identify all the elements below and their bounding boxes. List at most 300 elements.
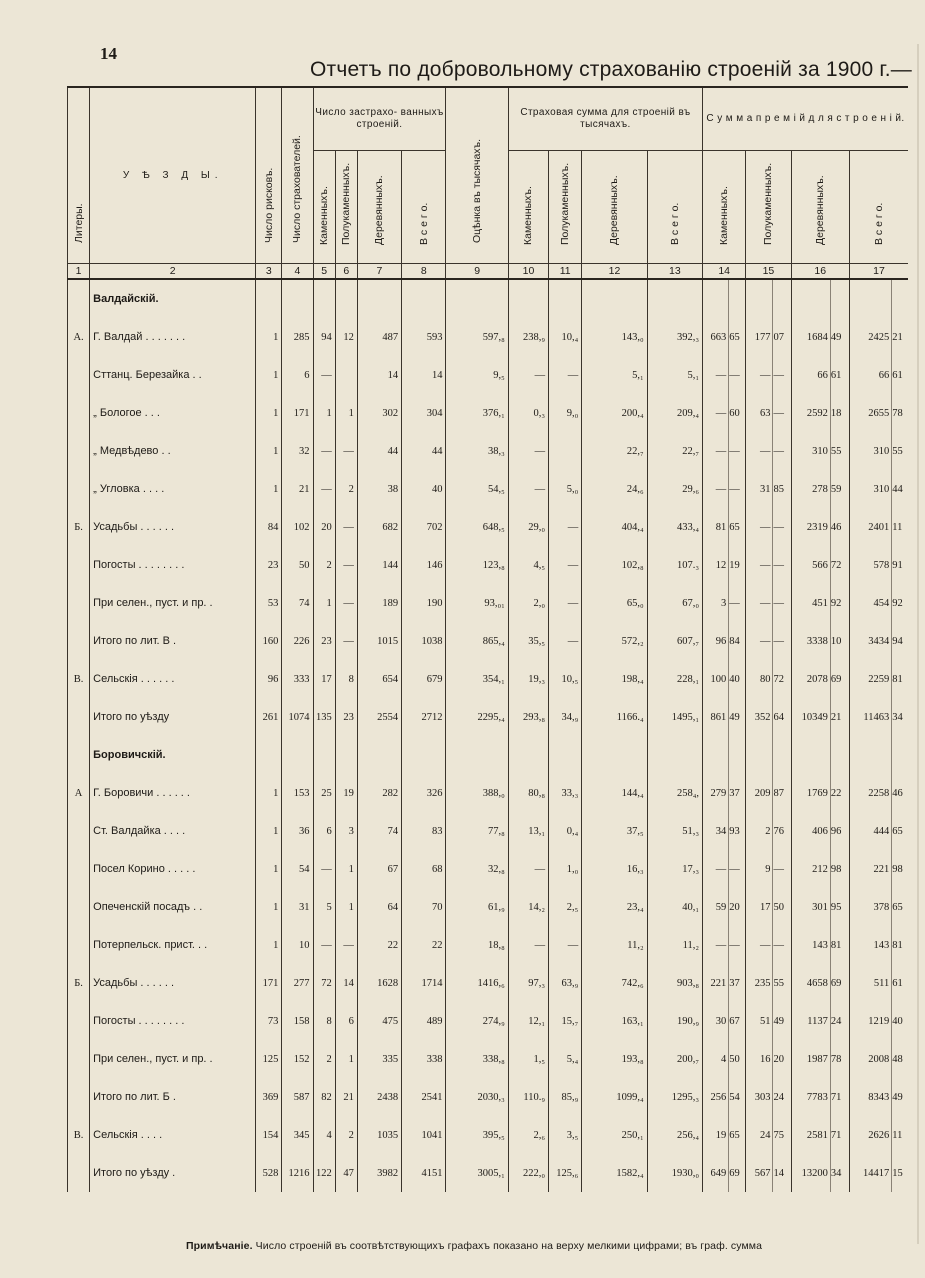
prem-wooden-kop-cell: 78 <box>830 1040 849 1078</box>
prem-half-stone-rub-cell: 2 <box>746 812 773 850</box>
sum-stone-cell: 238,₉ <box>508 318 548 356</box>
valuation-cell: 395,₅ <box>446 1116 508 1154</box>
prem-total-kop-cell: 34 <box>892 698 908 736</box>
prem-half-stone-rub-cell: — <box>746 432 773 470</box>
prem-half-stone-kop-cell: 20 <box>773 1040 791 1078</box>
count-total-cell: 14 <box>402 356 446 394</box>
prem-wooden-kop-cell: 71 <box>830 1116 849 1154</box>
header-count-total: В с е г о. <box>402 151 446 264</box>
risks-cell: 1 <box>256 888 282 926</box>
prem-half-stone-kop-cell: 49 <box>773 1002 791 1040</box>
insurers-cell: 1216 <box>282 1154 313 1192</box>
literal-cell: Б. <box>68 964 90 1002</box>
prem-half-stone-kop-cell: 72 <box>773 660 791 698</box>
prem-stone-kop-cell: — <box>729 356 746 394</box>
valuation-cell: 388,₀ <box>446 774 508 812</box>
sum-half-stone-cell: 10,₄ <box>549 318 582 356</box>
valuation-cell: 865,₄ <box>446 622 508 660</box>
risks-cell: 1 <box>256 318 282 356</box>
count-total-cell: 146 <box>402 546 446 584</box>
prem-stone-rub-cell: 279 <box>703 774 729 812</box>
count-total-cell: 4151 <box>402 1154 446 1192</box>
prem-wooden-kop-cell: 81 <box>830 926 849 964</box>
risks-cell: 53 <box>256 584 282 622</box>
col-number: 11 <box>549 264 582 280</box>
sum-stone-cell: 293,₈ <box>508 698 548 736</box>
empty-cell <box>647 279 702 318</box>
prem-wooden-kop-cell: 49 <box>830 318 849 356</box>
prem-half-stone-rub-cell: — <box>746 622 773 660</box>
prem-stone-kop-cell: 49 <box>729 698 746 736</box>
prem-stone-rub-cell: 4 <box>703 1040 729 1078</box>
prem-total-rub-cell: 511 <box>849 964 891 1002</box>
sum-total-cell: 1295,₃ <box>647 1078 702 1116</box>
uezd-name-cell: При селен., пуст. и пр. . <box>90 584 256 622</box>
insurers-cell: 50 <box>282 546 313 584</box>
sum-stone-cell: 14,₂ <box>508 888 548 926</box>
literal-cell <box>68 1154 90 1192</box>
count-total-cell: 190 <box>402 584 446 622</box>
count-half-stone-cell: — <box>335 584 357 622</box>
prem-half-stone-kop-cell: — <box>773 432 791 470</box>
col-number: 15 <box>746 264 791 280</box>
valuation-cell: 3005,₁ <box>446 1154 508 1192</box>
prem-total-rub-cell: 310 <box>849 470 891 508</box>
risks-cell: 1 <box>256 432 282 470</box>
count-half-stone-cell: 12 <box>335 318 357 356</box>
table-row <box>68 622 909 660</box>
sum-stone-cell: 222,₀ <box>508 1154 548 1192</box>
prem-half-stone-kop-cell: 50 <box>773 888 791 926</box>
valuation-cell: 32,₈ <box>446 850 508 888</box>
insurers-cell: 10 <box>282 926 313 964</box>
prem-stone-kop-cell: — <box>729 432 746 470</box>
sum-total-cell: 228,₁ <box>647 660 702 698</box>
prem-wooden-rub-cell: 143 <box>791 926 830 964</box>
col-number: 5 <box>313 264 335 280</box>
count-total-cell: 22 <box>402 926 446 964</box>
prem-total-rub-cell: 66 <box>849 356 891 394</box>
prem-half-stone-rub-cell: 80 <box>746 660 773 698</box>
prem-wooden-kop-cell: 61 <box>830 356 849 394</box>
risks-cell: 1 <box>256 774 282 812</box>
count-half-stone-cell: 19 <box>335 774 357 812</box>
literal-cell <box>68 1078 90 1116</box>
count-stone-cell: 2 <box>313 546 335 584</box>
count-wooden-cell: 3982 <box>357 1154 401 1192</box>
valuation-cell: 338,₈ <box>446 1040 508 1078</box>
count-half-stone-cell: 1 <box>335 850 357 888</box>
insurers-cell: 285 <box>282 318 313 356</box>
valuation-cell: 2295,₄ <box>446 698 508 736</box>
prem-total-rub-cell: 444 <box>849 812 891 850</box>
prem-stone-rub-cell: 19 <box>703 1116 729 1154</box>
sum-stone-cell: 29,₀ <box>508 508 548 546</box>
uezd-name-cell: Усадьбы . . . . . . <box>90 964 256 1002</box>
count-half-stone-cell: — <box>335 508 357 546</box>
count-total-cell: 326 <box>402 774 446 812</box>
prem-stone-kop-cell: — <box>729 584 746 622</box>
count-half-stone-cell: — <box>335 926 357 964</box>
sum-total-cell: 107.₃ <box>647 546 702 584</box>
count-total-cell: 70 <box>402 888 446 926</box>
risks-cell: 160 <box>256 622 282 660</box>
col-number: 8 <box>402 264 446 280</box>
prem-wooden-kop-cell: 69 <box>830 660 849 698</box>
prem-half-stone-kop-cell: — <box>773 508 791 546</box>
prem-wooden-rub-cell: 1769 <box>791 774 830 812</box>
empty-cell <box>729 736 746 774</box>
sum-total-cell: 607,₇ <box>647 622 702 660</box>
prem-half-stone-rub-cell: 31 <box>746 470 773 508</box>
prem-stone-kop-cell: — <box>729 850 746 888</box>
uezd-name-cell: Сттанц. Березайка . . <box>90 356 256 394</box>
valuation-cell: 9,₅ <box>446 356 508 394</box>
prem-stone-kop-cell: 37 <box>729 774 746 812</box>
prem-wooden-rub-cell: 1137 <box>791 1002 830 1040</box>
uezd-name-cell: Ст. Валдайка . . . . <box>90 812 256 850</box>
sum-total-cell: 256,₄ <box>647 1116 702 1154</box>
prem-stone-rub-cell: — <box>703 394 729 432</box>
insurers-cell: 6 <box>282 356 313 394</box>
table-row <box>68 926 909 964</box>
count-half-stone-cell: 8 <box>335 660 357 698</box>
count-wooden-cell: 67 <box>357 850 401 888</box>
prem-stone-kop-cell: 40 <box>729 660 746 698</box>
prem-wooden-rub-cell: 2592 <box>791 394 830 432</box>
page-number: 14 <box>100 44 117 63</box>
sum-half-stone-cell: 9,₀ <box>549 394 582 432</box>
prem-total-rub-cell: 310 <box>849 432 891 470</box>
col-number: 13 <box>647 264 702 280</box>
prem-total-kop-cell: 55 <box>892 432 908 470</box>
prem-total-kop-cell: 49 <box>892 1078 908 1116</box>
count-total-cell: 702 <box>402 508 446 546</box>
count-stone-cell: 4 <box>313 1116 335 1154</box>
prem-wooden-kop-cell: 98 <box>830 850 849 888</box>
table-row <box>68 660 909 698</box>
table-row <box>68 318 909 356</box>
col-number: 17 <box>849 264 908 280</box>
uezd-name-cell: Г. Боровичи . . . . . . <box>90 774 256 812</box>
prem-total-kop-cell: 98 <box>892 850 908 888</box>
literal-cell <box>68 622 90 660</box>
count-stone-cell: — <box>313 356 335 394</box>
section-row <box>68 736 909 774</box>
sum-stone-cell: — <box>508 926 548 964</box>
prem-half-stone-rub-cell: 235 <box>746 964 773 1002</box>
table-row <box>68 356 909 394</box>
prem-stone-kop-cell: 60 <box>729 394 746 432</box>
header-sum-total: В с е г о. <box>647 151 702 264</box>
uezd-name-cell: Г. Валдай . . . . . . . <box>90 318 256 356</box>
prem-wooden-kop-cell: 46 <box>830 508 849 546</box>
section-row <box>68 279 909 318</box>
count-stone-cell: 6 <box>313 812 335 850</box>
sum-half-stone-cell: — <box>549 508 582 546</box>
count-stone-cell: — <box>313 850 335 888</box>
prem-half-stone-kop-cell: — <box>773 850 791 888</box>
count-half-stone-cell: 6 <box>335 1002 357 1040</box>
prem-stone-kop-cell: 67 <box>729 1002 746 1040</box>
prem-stone-kop-cell: 65 <box>729 318 746 356</box>
prem-half-stone-rub-cell: 303 <box>746 1078 773 1116</box>
prem-stone-rub-cell: 12 <box>703 546 729 584</box>
col-number: 6 <box>335 264 357 280</box>
prem-total-kop-cell: 81 <box>892 660 908 698</box>
sum-half-stone-cell: 10,₅ <box>549 660 582 698</box>
count-stone-cell: — <box>313 432 335 470</box>
prem-half-stone-kop-cell: 14 <box>773 1154 791 1192</box>
table-row <box>68 1154 909 1192</box>
sum-wooden-cell: 24,₆ <box>582 470 647 508</box>
header-sum-half-stone: Полукаменныхъ. <box>549 151 582 264</box>
count-wooden-cell: 1628 <box>357 964 401 1002</box>
sum-wooden-cell: 404,₄ <box>582 508 647 546</box>
prem-half-stone-rub-cell: 17 <box>746 888 773 926</box>
footnote <box>186 1240 762 1252</box>
prem-wooden-kop-cell: 55 <box>830 432 849 470</box>
sum-wooden-cell: 16,₃ <box>582 850 647 888</box>
header-count-wooden: Деревянныхъ. <box>357 151 401 264</box>
count-total-cell: 489 <box>402 1002 446 1040</box>
prem-stone-kop-cell: 20 <box>729 888 746 926</box>
count-total-cell: 1714 <box>402 964 446 1002</box>
literal-cell: А <box>68 774 90 812</box>
sum-wooden-cell: 22,₇ <box>582 432 647 470</box>
insurers-cell: 102 <box>282 508 313 546</box>
literal-cell <box>68 1040 90 1078</box>
count-wooden-cell: 682 <box>357 508 401 546</box>
table-row <box>68 1002 909 1040</box>
prem-half-stone-kop-cell: 75 <box>773 1116 791 1154</box>
uezd-name-cell: Опеченскій посадъ . . <box>90 888 256 926</box>
risks-cell: 96 <box>256 660 282 698</box>
header-sum-wooden: Деревянныхъ. <box>582 151 647 264</box>
prem-stone-rub-cell: 81 <box>703 508 729 546</box>
count-total-cell: 2712 <box>402 698 446 736</box>
prem-stone-kop-cell: 65 <box>729 1116 746 1154</box>
empty-cell <box>402 279 446 318</box>
count-wooden-cell: 487 <box>357 318 401 356</box>
sum-half-stone-cell: — <box>549 584 582 622</box>
sum-half-stone-cell: 63,₉ <box>549 964 582 1002</box>
empty-cell <box>830 736 849 774</box>
prem-half-stone-rub-cell: — <box>746 508 773 546</box>
empty-cell <box>892 279 908 318</box>
prem-total-kop-cell: 81 <box>892 926 908 964</box>
empty-cell <box>791 736 830 774</box>
report-title: Отчетъ по добровольному страхованію строеній за 1900 г.— <box>310 58 912 81</box>
count-stone-cell: 135 <box>313 698 335 736</box>
col-number: 2 <box>90 264 256 280</box>
prem-total-kop-cell: 78 <box>892 394 908 432</box>
sum-wooden-cell: 102,₈ <box>582 546 647 584</box>
literal-cell <box>68 584 90 622</box>
prem-wooden-kop-cell: 24 <box>830 1002 849 1040</box>
sum-stone-cell: 110.₉ <box>508 1078 548 1116</box>
sum-total-cell: 51,₃ <box>647 812 702 850</box>
prem-half-stone-kop-cell: — <box>773 622 791 660</box>
valuation-cell: 597,₈ <box>446 318 508 356</box>
empty-cell <box>313 279 335 318</box>
count-total-cell: 304 <box>402 394 446 432</box>
valuation-cell: 77,₈ <box>446 812 508 850</box>
sum-wooden-cell: 37,₅ <box>582 812 647 850</box>
prem-total-rub-cell: 578 <box>849 546 891 584</box>
count-stone-cell: 94 <box>313 318 335 356</box>
prem-stone-rub-cell: 663 <box>703 318 729 356</box>
sum-stone-cell: 19,₃ <box>508 660 548 698</box>
count-half-stone-cell: — <box>335 622 357 660</box>
valuation-cell: 1416,₆ <box>446 964 508 1002</box>
prem-half-stone-rub-cell: 209 <box>746 774 773 812</box>
uezd-name-cell: Сельскія . . . . . . <box>90 660 256 698</box>
table-row <box>68 888 909 926</box>
prem-wooden-rub-cell: 278 <box>791 470 830 508</box>
prem-half-stone-kop-cell: — <box>773 584 791 622</box>
col-number: 14 <box>703 264 746 280</box>
sum-stone-cell: 80,₈ <box>508 774 548 812</box>
sum-half-stone-cell: 0,₄ <box>549 812 582 850</box>
prem-stone-kop-cell: 50 <box>729 1040 746 1078</box>
valuation-cell: 93,₀₁ <box>446 584 508 622</box>
col-number: 7 <box>357 264 401 280</box>
literal-cell <box>68 432 90 470</box>
empty-cell <box>746 279 773 318</box>
count-wooden-cell: 74 <box>357 812 401 850</box>
table-row <box>68 394 909 432</box>
sum-total-cell: 392,₃ <box>647 318 702 356</box>
sum-total-cell: 22,₇ <box>647 432 702 470</box>
prem-wooden-kop-cell: 69 <box>830 964 849 1002</box>
count-half-stone-cell: 1 <box>335 888 357 926</box>
risks-cell: 171 <box>256 964 282 1002</box>
prem-half-stone-rub-cell: 567 <box>746 1154 773 1192</box>
count-half-stone-cell: 1 <box>335 1040 357 1078</box>
sum-stone-cell: — <box>508 356 548 394</box>
literal-cell <box>68 888 90 926</box>
literal-cell <box>68 1002 90 1040</box>
count-wooden-cell: 475 <box>357 1002 401 1040</box>
count-stone-cell: 17 <box>313 660 335 698</box>
prem-total-rub-cell: 3434 <box>849 622 891 660</box>
risks-cell: 1 <box>256 812 282 850</box>
count-stone-cell: 72 <box>313 964 335 1002</box>
empty-cell <box>703 736 729 774</box>
prem-wooden-kop-cell: 95 <box>830 888 849 926</box>
prem-half-stone-kop-cell: — <box>773 546 791 584</box>
section-name: Боровичскій. <box>90 736 256 774</box>
prem-stone-rub-cell: — <box>703 470 729 508</box>
count-wooden-cell: 302 <box>357 394 401 432</box>
count-wooden-cell: 1015 <box>357 622 401 660</box>
insurers-cell: 333 <box>282 660 313 698</box>
table-row <box>68 698 909 736</box>
prem-half-stone-kop-cell: 64 <box>773 698 791 736</box>
sum-stone-cell: — <box>508 850 548 888</box>
prem-half-stone-kop-cell: 07 <box>773 318 791 356</box>
prem-wooden-kop-cell: 92 <box>830 584 849 622</box>
prem-wooden-rub-cell: 10349 <box>791 698 830 736</box>
sum-total-cell: 258₄, <box>647 774 702 812</box>
prem-half-stone-kop-cell: 76 <box>773 812 791 850</box>
prem-stone-kop-cell: — <box>729 470 746 508</box>
sum-stone-cell: 13,₁ <box>508 812 548 850</box>
prem-total-kop-cell: 21 <box>892 318 908 356</box>
prem-wooden-kop-cell: 96 <box>830 812 849 850</box>
prem-wooden-rub-cell: 7783 <box>791 1078 830 1116</box>
risks-cell: 154 <box>256 1116 282 1154</box>
header-prem-total: В с е г о. <box>849 151 908 264</box>
header-sum-stone: Каменныхъ. <box>508 151 548 264</box>
valuation-cell: 354,₁ <box>446 660 508 698</box>
sum-wooden-cell: 1166.₄ <box>582 698 647 736</box>
sum-stone-cell: 97,₃ <box>508 964 548 1002</box>
risks-cell: 528 <box>256 1154 282 1192</box>
count-wooden-cell: 22 <box>357 926 401 964</box>
literal-cell: А. <box>68 318 90 356</box>
prem-total-rub-cell: 454 <box>849 584 891 622</box>
valuation-cell: 648,₅ <box>446 508 508 546</box>
table-row <box>68 774 909 812</box>
uezd-name-cell: Посел Корино . . . . . <box>90 850 256 888</box>
sum-half-stone-cell: 34,₉ <box>549 698 582 736</box>
sum-total-cell: 29,₆ <box>647 470 702 508</box>
count-total-cell: 2541 <box>402 1078 446 1116</box>
prem-wooden-rub-cell: 2078 <box>791 660 830 698</box>
prem-stone-kop-cell: 37 <box>729 964 746 1002</box>
prem-half-stone-kop-cell: 85 <box>773 470 791 508</box>
prem-stone-rub-cell: — <box>703 356 729 394</box>
empty-cell <box>256 279 282 318</box>
prem-total-kop-cell: 44 <box>892 470 908 508</box>
prem-wooden-kop-cell: 34 <box>830 1154 849 1192</box>
prem-total-kop-cell: 15 <box>892 1154 908 1192</box>
table-row <box>68 812 909 850</box>
prem-total-rub-cell: 2008 <box>849 1040 891 1078</box>
prem-total-rub-cell: 2425 <box>849 318 891 356</box>
insurers-cell: 21 <box>282 470 313 508</box>
count-wooden-cell: 1035 <box>357 1116 401 1154</box>
sum-stone-cell: 2,₆ <box>508 1116 548 1154</box>
prem-total-rub-cell: 2259 <box>849 660 891 698</box>
prem-wooden-rub-cell: 4658 <box>791 964 830 1002</box>
sum-total-cell: 903,₈ <box>647 964 702 1002</box>
sum-half-stone-cell: — <box>549 622 582 660</box>
insurers-cell: 345 <box>282 1116 313 1154</box>
count-total-cell: 40 <box>402 470 446 508</box>
risks-cell: 1 <box>256 470 282 508</box>
empty-cell <box>508 736 548 774</box>
uezd-name-cell: Погосты . . . . . . . . <box>90 1002 256 1040</box>
prem-stone-kop-cell: 65 <box>729 508 746 546</box>
empty-cell <box>335 279 357 318</box>
prem-wooden-rub-cell: 2319 <box>791 508 830 546</box>
prem-total-rub-cell: 14417 <box>849 1154 891 1192</box>
literal-cell: В. <box>68 660 90 698</box>
prem-half-stone-kop-cell: 24 <box>773 1078 791 1116</box>
count-stone-cell: 122 <box>313 1154 335 1192</box>
empty-cell <box>256 736 282 774</box>
footnote-text: Число строеній въ соотвѣтствующихъ графахъ показано на верху мелкими цифрами; въ граф. сумма <box>255 1240 763 1252</box>
sum-half-stone-cell: 33,₃ <box>549 774 582 812</box>
count-wooden-cell: 2554 <box>357 698 401 736</box>
empty-cell <box>791 279 830 318</box>
prem-half-stone-rub-cell: — <box>746 546 773 584</box>
col-number: 10 <box>508 264 548 280</box>
insurers-cell: 31 <box>282 888 313 926</box>
